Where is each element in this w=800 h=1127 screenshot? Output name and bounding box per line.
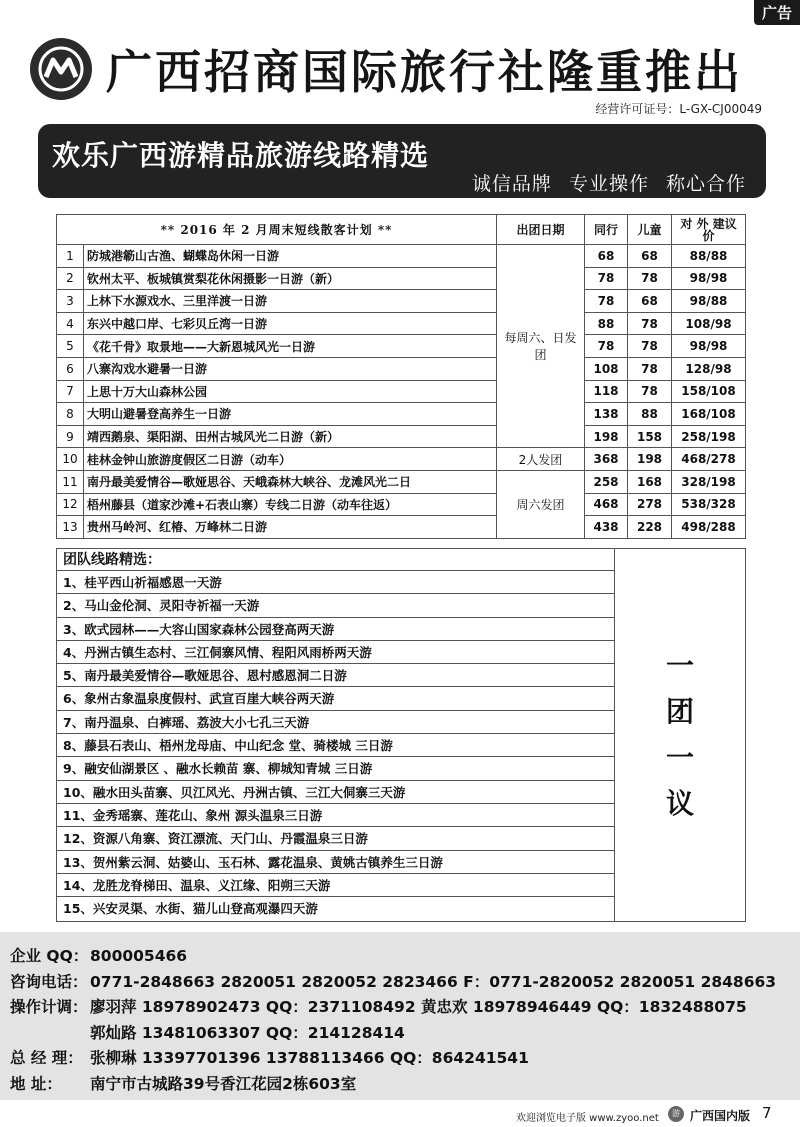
price-external: 498/288 — [672, 516, 746, 539]
list-item: 9、融安仙湖景区 、融水长赖苗 寨、柳城知青城 三日游 — [57, 757, 614, 780]
table-row — [57, 470, 746, 493]
qq-value: 800005466 — [90, 947, 188, 965]
route-no: 10 — [57, 448, 84, 471]
price-child: 68 — [628, 245, 672, 268]
departure-saturday: 周六发团 — [497, 470, 585, 538]
price-peer: 198 — [585, 425, 628, 448]
price-child: 158 — [628, 425, 672, 448]
contact-info — [0, 932, 800, 1100]
brand-icon: 游 — [668, 1106, 684, 1122]
price-peer: 78 — [585, 335, 628, 358]
departure-weekend: 每周六、日发团 — [497, 245, 585, 448]
route-no: 5 — [57, 335, 84, 358]
ops-value-1: 廖羽萍 18978902473 QQ：2371108492 黄忠欢 18978946449 QQ：1832488075 — [90, 998, 747, 1017]
price-child: 68 — [628, 290, 672, 313]
license-number: 经营许可证号：L-GX-CJ00049 — [595, 102, 762, 116]
price-external: 168/108 — [672, 403, 746, 426]
route-name: 《花千骨》取景地——大新恩城风光一日游 — [84, 335, 497, 358]
price-peer: 258 — [585, 470, 628, 493]
list-item: 14、龙胜龙脊梯田、温泉、义江缘、阳朔三天游 — [57, 874, 614, 897]
route-no: 11 — [57, 470, 84, 493]
price-peer: 68 — [585, 245, 628, 268]
list-item: 10、融水田头苗寨、贝江风光、丹洲古镇、三江大侗寨三天游 — [57, 781, 614, 804]
gm-label: 总 经 理： — [10, 1049, 83, 1068]
price-external: 158/108 — [672, 380, 746, 403]
route-no: 9 — [57, 425, 84, 448]
table-row — [57, 357, 746, 380]
phone-value: 0771-2848663 2820051 2820052 2823466 F：0771-2820052 2820051 2848663 — [90, 972, 777, 991]
qq-label: 企业 QQ： — [10, 947, 89, 965]
list-item: 13、贺州紫云洞、姑婆山、玉石林、露花温泉、黄姚古镇养生三日游 — [57, 851, 614, 874]
note-char: 团 — [665, 695, 694, 728]
price-peer: 468 — [585, 493, 628, 516]
price-peer: 108 — [585, 357, 628, 380]
list-item: 2、马山金伦洞、灵阳寺祈福一天游 — [57, 594, 614, 617]
price-external: 88/88 — [672, 245, 746, 268]
price-external: 128/98 — [672, 357, 746, 380]
note-char: 议 — [665, 787, 694, 820]
table-row — [57, 425, 746, 448]
route-name: 大明山避暑登高养生一日游 — [84, 403, 497, 426]
list-item: 8、藤县石表山、梧州龙母庙、中山纪念 堂、骑楼城 三日游 — [57, 734, 614, 757]
price-peer: 368 — [585, 448, 628, 471]
address-label: 地 址： — [10, 1074, 62, 1093]
list-item: 6、象州古象温泉度假村、武宣百崖大峡谷两天游 — [57, 687, 614, 710]
departure-two: 2人发团 — [497, 448, 585, 471]
footer — [0, 1100, 800, 1127]
banner-slogan: 诚信品牌 专业操作 称心合作 — [471, 173, 746, 195]
price-child: 78 — [628, 267, 672, 290]
price-external: 538/328 — [672, 493, 746, 516]
route-name: 上林下水源戏水、三里洋渡一日游 — [84, 290, 497, 313]
table-row — [57, 290, 746, 313]
note-char: 一 — [665, 649, 694, 682]
qq-line — [10, 944, 800, 970]
route-no: 7 — [57, 380, 84, 403]
list-item: 15、兴安灵渠、水街、猫儿山登高观瀑四天游 — [63, 901, 318, 917]
col-peer: 同行 — [585, 215, 628, 245]
list-item: 7、南丹温泉、白裤瑶、荔波大小七孔三天游 — [57, 711, 614, 734]
list-item: 12、资源八角寨、资江漂流、天门山、丹霞温泉三日游 — [57, 827, 614, 850]
price-child: 78 — [628, 312, 672, 335]
price-peer: 118 — [585, 380, 628, 403]
table-row — [57, 245, 746, 268]
route-no: 2 — [57, 267, 84, 290]
price-child: 278 — [628, 493, 672, 516]
price-external: 258/198 — [672, 425, 746, 448]
table-row — [57, 312, 746, 335]
price-external: 468/278 — [672, 448, 746, 471]
ops-label: 操作计调： — [10, 998, 88, 1017]
weekend-plan-table — [56, 214, 746, 539]
route-name: 贵州马岭河、红椿、万峰林二日游 — [84, 516, 497, 539]
route-name: 南丹最美爱情谷—歌娅思谷、天峨森林大峡谷、龙滩风光二日 — [84, 470, 497, 493]
route-name: 东兴中越口岸、七彩贝丘湾一日游 — [84, 312, 497, 335]
price-child: 78 — [628, 335, 672, 358]
price-peer: 88 — [585, 312, 628, 335]
route-name: 梧州藤县（道家沙滩+石表山寨）专线二日游（动车往返） — [84, 493, 497, 516]
company-logo-icon — [30, 38, 92, 100]
col-departure: 出团日期 — [497, 215, 585, 245]
ops-value-2: 郭灿路 13481063307 QQ：214128414 — [90, 1023, 405, 1042]
route-name: 靖西鹅泉、渠阳湖、田州古城风光二日游（新） — [84, 425, 497, 448]
gm-line — [10, 1046, 800, 1072]
table-row — [57, 403, 746, 426]
footer-edition: 广西国内版 — [690, 1109, 751, 1123]
route-name: 八寨沟戏水避暑一日游 — [84, 357, 497, 380]
route-name: 防城港簕山古渔、蝴蝶岛休闲一日游 — [84, 245, 497, 268]
ad-tag: 广告 — [754, 0, 800, 25]
phone-line — [10, 970, 800, 996]
group-routes-list — [57, 549, 615, 921]
table-row — [57, 493, 746, 516]
price-external: 108/98 — [672, 312, 746, 335]
price-child: 78 — [628, 357, 672, 380]
list-item: 1、桂平西山祈福感恩一天游 — [57, 571, 614, 594]
gm-value: 张柳琳 13397701396 13788113466 QQ：864241541 — [90, 1049, 529, 1068]
route-no: 3 — [57, 290, 84, 313]
price-peer: 438 — [585, 516, 628, 539]
price-child: 228 — [628, 516, 672, 539]
table-row — [57, 267, 746, 290]
ops-line-2 — [10, 1021, 800, 1047]
banner — [38, 124, 766, 198]
group-routes-section — [56, 548, 746, 922]
page-title: 广西招商国际旅行社隆重推出 — [106, 45, 743, 99]
list-item: 11、金秀瑶寨、莲花山、象州 源头温泉三日游 — [57, 804, 614, 827]
route-no: 6 — [57, 357, 84, 380]
footer-text: 欢迎浏览电子版 www.zyoo.net — [516, 1113, 659, 1124]
page-number: 7 — [762, 1104, 772, 1122]
route-no: 12 — [57, 493, 84, 516]
price-child: 168 — [628, 470, 672, 493]
phone-label: 咨询电话： — [10, 972, 88, 991]
route-no: 8 — [57, 403, 84, 426]
route-name: 钦州太平、板城镇赏梨花休闲摄影一日游（新） — [84, 267, 497, 290]
group-routes-title: 团队线路精选： — [57, 549, 614, 571]
list-item: 5、南丹最美爱情谷—歌娅思谷、恩村感恩洞二日游 — [57, 664, 614, 687]
price-external: 98/98 — [672, 267, 746, 290]
plan-title: ** 2016 年 2 月周末短线散客计划 ** — [57, 215, 497, 245]
price-external: 98/98 — [672, 335, 746, 358]
note-char: 一 — [665, 741, 694, 774]
ops-line — [10, 995, 800, 1021]
route-no: 13 — [57, 516, 84, 539]
price-peer: 138 — [585, 403, 628, 426]
price-external: 98/88 — [672, 290, 746, 313]
table-row — [57, 380, 746, 403]
price-child: 198 — [628, 448, 672, 471]
list-item: 4、丹洲古镇生态村、三江侗寨风情、程阳风雨桥两天游 — [57, 641, 614, 664]
address-value: 南宁市古城路39号香江花园2栋603室 — [90, 1074, 357, 1093]
price-peer: 78 — [585, 290, 628, 313]
header — [30, 36, 770, 102]
group-price-note — [615, 549, 745, 921]
col-child: 儿童 — [628, 215, 672, 245]
table-row — [57, 448, 746, 471]
route-name: 上思十万大山森林公园 — [84, 380, 497, 403]
table-row — [57, 335, 746, 358]
price-child: 88 — [628, 403, 672, 426]
route-no: 4 — [57, 312, 84, 335]
price-child: 78 — [628, 380, 672, 403]
table-row — [57, 516, 746, 539]
banner-title: 欢乐广西游精品旅游线路精选 — [52, 139, 430, 172]
table-header-row — [57, 215, 746, 245]
list-item: 3、欧式园林——大容山国家森林公园登高两天游 — [57, 618, 614, 641]
route-no: 1 — [57, 245, 84, 268]
price-external: 328/198 — [672, 470, 746, 493]
col-external: 对 外 建议价 — [672, 215, 746, 245]
price-peer: 78 — [585, 267, 628, 290]
route-name: 桂林金钟山旅游度假区二日游（动车） — [84, 448, 497, 471]
address-line — [10, 1072, 800, 1098]
